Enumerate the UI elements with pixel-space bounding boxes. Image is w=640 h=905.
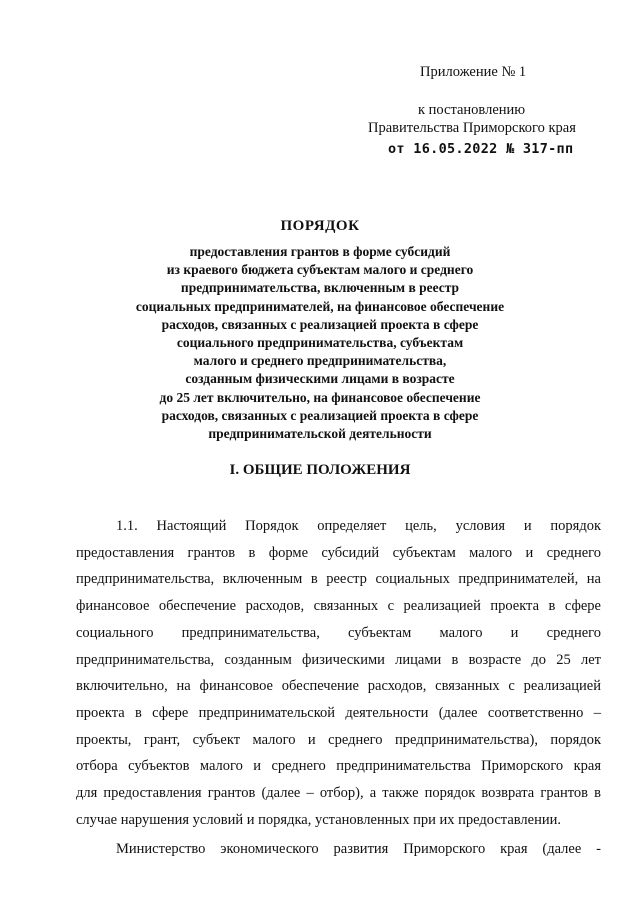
body-text <box>76 513 601 863</box>
government-name: Правительства Приморского края <box>368 120 576 136</box>
document-subtitle <box>90 243 550 443</box>
paragraph-line: предоставления грантов в форме субсидий субъектам малого и среднего <box>76 544 601 561</box>
subtitle-line: социальных предпринимателей, на финансовое обеспечение <box>135 298 505 314</box>
subtitle-line: из краевого бюджета субъектам малого и среднего <box>166 262 474 278</box>
paragraph-line: предпринимательства, включенным в реестр социальных предпринимателей, на <box>76 571 601 588</box>
subtitle-line: предоставления грантов в форме субсидий <box>189 244 451 259</box>
subtitle-line: расходов, связанных с реализацией проекта в сфере <box>161 407 479 423</box>
resolution-reference: к постановлению <box>418 102 526 118</box>
paragraph-line: 1.1. Настоящий Порядок определяет цель, условия и порядок <box>116 518 601 534</box>
resolution-date-number: от 16.05.2022 № 317-пп <box>388 141 574 157</box>
paragraph-line: социального предпринимательства, субъектам малого и среднего <box>76 624 601 641</box>
paragraph-line: отбора субъектов малого и среднего предпринимательства Приморского края <box>76 758 601 775</box>
subtitle-line: до 25 лет включительно, на финансовое обеспечение <box>159 389 481 405</box>
paragraph-line: проекты, грант, субъект малого и среднего предпринимательства), порядок <box>76 731 601 748</box>
subtitle-line: созданным физическими лицами в возрасте <box>185 371 455 387</box>
subtitle-line: малого и среднего предпринимательства, <box>193 353 447 369</box>
subtitle-line: предпринимательской деятельности <box>208 426 432 442</box>
paragraph-line: включительно, на финансовое обеспечение расходов, связанных с реализацией <box>76 678 601 695</box>
annex-header <box>368 63 608 158</box>
paragraph-line: финансовое обеспечение расходов, связанных с реализацией проекта в сфере <box>76 598 601 615</box>
subtitle-line: предпринимательства, включенным в реестр <box>180 280 460 296</box>
section-heading: I. ОБЩИЕ ПОЛОЖЕНИЯ <box>229 462 411 478</box>
paragraph-line: предпринимательства, созданным физическими лицами в возрасте до 25 лет <box>76 651 601 668</box>
document-title: ПОРЯДОК <box>280 218 360 234</box>
annex-label: Приложение № 1 <box>420 64 527 80</box>
paragraph-line: для предоставления грантов (далее – отбор), а также порядок возврата грантов в <box>76 785 601 802</box>
subtitle-line: расходов, связанных с реализацией проекта в сфере <box>161 316 479 332</box>
paragraph-line: Министерство экономического развития Приморского края (далее - <box>116 841 601 858</box>
subtitle-line: социального предпринимательства, субъектам <box>176 335 464 351</box>
paragraph-line: случае нарушения условий и порядка, установленных при их предоставлении. <box>76 811 561 828</box>
paragraph-line: проекта в сфере предпринимательской деятельности (далее соответственно – <box>76 704 601 721</box>
